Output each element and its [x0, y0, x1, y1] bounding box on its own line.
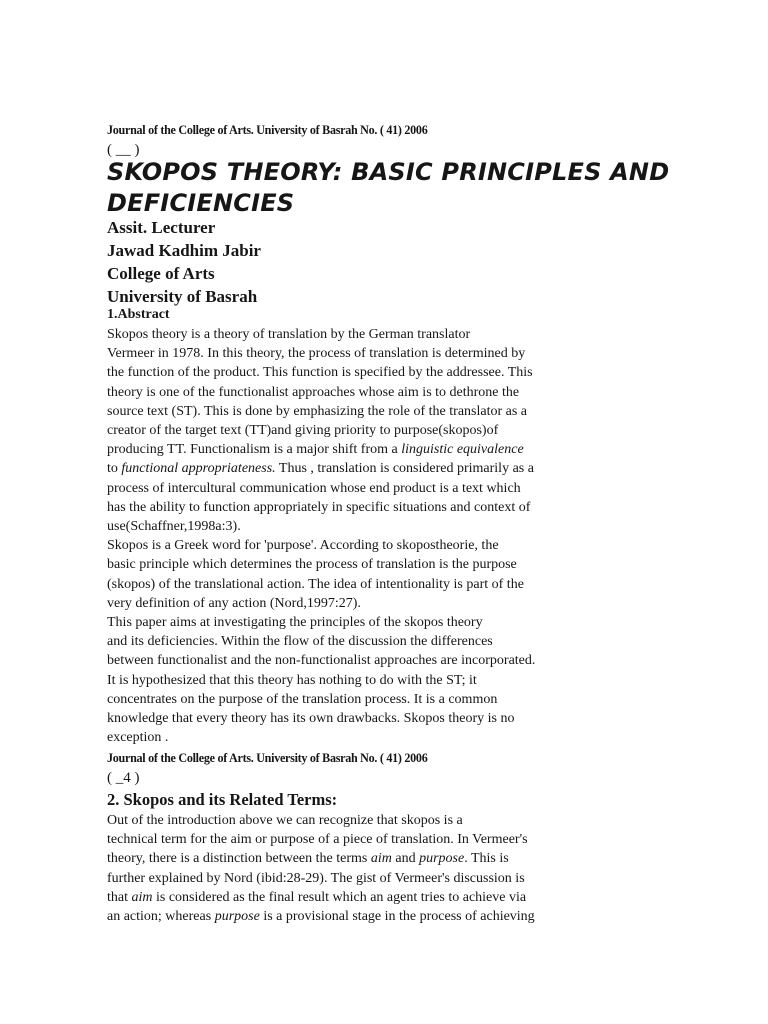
- abstract-line: creator of the target text (TT)and giving priority to purpose(skopos)of: [107, 423, 499, 439]
- abstract-heading: 1.Abstract: [107, 307, 170, 322]
- section-body: [107, 811, 748, 926]
- journal-header: [107, 122, 748, 159]
- section-text: is considered as the final result which an agent tries to achieve via: [152, 889, 527, 905]
- journal-header-2: [107, 750, 748, 787]
- abstract-italic-term: linguistic equivalence: [401, 442, 524, 458]
- abstract-line: knowledge that every theory has its own drawbacks. Skopos theory is no: [107, 711, 515, 727]
- section-line: further explained by Nord (ibid:28-29). The gist of Vermeer's discussion is: [107, 870, 525, 886]
- abstract-line: concentrates on the purpose of the translation process. It is a common: [107, 691, 498, 707]
- abstract-line: Skopos theory is a theory of translation by the German translator: [107, 327, 471, 342]
- abstract-line: It is hypothesized that this theory has nothing to do with the ST; it: [107, 672, 477, 688]
- paper-title-line: SKOPOS THEORY: BASIC PRINCIPLES AND: [107, 158, 670, 186]
- abstract-body: [107, 325, 748, 747]
- journal-header-text: Journal of the College of Arts. University of Basrah No. ( 41) 2006: [107, 122, 428, 137]
- page-number: ( __ ): [107, 142, 140, 158]
- section-italic-term: purpose: [419, 851, 465, 867]
- abstract-line: Skopos is a Greek word for 'purpose'. According to skopostheorie, the: [107, 538, 499, 554]
- author-college: College of Arts: [107, 264, 215, 283]
- section-text: an action; whereas: [107, 909, 215, 925]
- section-text: and: [391, 851, 420, 867]
- abstract-line: [107, 440, 748, 459]
- section-italic-term: purpose: [214, 909, 260, 925]
- section-heading: 2. Skopos and its Related Terms:: [107, 790, 338, 809]
- author-position: Assit. Lecturer: [107, 218, 216, 237]
- abstract-line: process of intercultural communication whose end product is a text which: [107, 480, 521, 496]
- section-line: [107, 907, 748, 926]
- abstract-line: [107, 459, 748, 478]
- section-italic-term: aim: [370, 851, 392, 867]
- abstract-line: source text (ST). This is done by emphasizing the role of the translator as a: [107, 403, 528, 419]
- abstract-text: producing TT. Functionalism is a major shift from a: [107, 442, 402, 458]
- journal-header-text: Journal of the College of Arts. University of Basrah No. ( 41) 2006: [107, 750, 428, 765]
- section-text: . This is: [464, 851, 509, 867]
- page-number: ( _4 ): [107, 770, 140, 786]
- abstract-line: and its deficiencies. Within the flow of the discussion the differences: [107, 634, 493, 650]
- abstract-line: the function of the product. This function is specified by the addressee. This: [107, 365, 533, 381]
- section-italic-term: aim: [131, 889, 153, 905]
- abstract-line: use(Schaffner,1998a:3).: [107, 519, 241, 535]
- abstract-line: This paper aims at investigating the principles of the skopos theory: [107, 615, 483, 631]
- author-university: University of Basrah: [107, 287, 258, 306]
- author-block: [107, 216, 748, 308]
- abstract-italic-term: functional appropriateness.: [121, 461, 276, 477]
- abstract-line: has the ability to function appropriately in specific situations and context of: [107, 499, 531, 515]
- section-line: [107, 849, 748, 868]
- section-text: that: [107, 889, 132, 905]
- abstract-line: Vermeer in 1978. In this theory, the process of translation is determined by: [107, 346, 526, 362]
- paper-title: [107, 157, 748, 219]
- abstract-line: exception .: [107, 730, 169, 746]
- abstract-text: Thus , translation is considered primarily as a: [275, 461, 534, 477]
- paper-title-line: DEFICIENCIES: [107, 189, 295, 217]
- section-text: is a provisional stage in the process of achieving: [259, 909, 535, 925]
- abstract-line: basic principle which determines the process of translation is the purpose: [107, 557, 517, 573]
- abstract-line: between functionalist and the non-functionalist approaches are incorporated.: [107, 653, 536, 669]
- abstract-line: theory is one of the functionalist approaches whose aim is to dethrone the: [107, 384, 520, 400]
- section-line: Out of the introduction above we can recognize that skopos is a: [107, 813, 463, 828]
- abstract-line: (skopos) of the translational action. The idea of intentionality is part of the: [107, 576, 524, 592]
- section-line: [107, 888, 748, 907]
- section-line: technical term for the aim or purpose of a piece of translation. In Vermeer's: [107, 832, 528, 848]
- author-name: Jawad Kadhim Jabir: [107, 241, 261, 260]
- abstract-text: to: [107, 461, 122, 477]
- abstract-line: very definition of any action (Nord,1997:27).: [107, 595, 361, 611]
- section-text: theory, there is a distinction between the terms: [107, 851, 371, 867]
